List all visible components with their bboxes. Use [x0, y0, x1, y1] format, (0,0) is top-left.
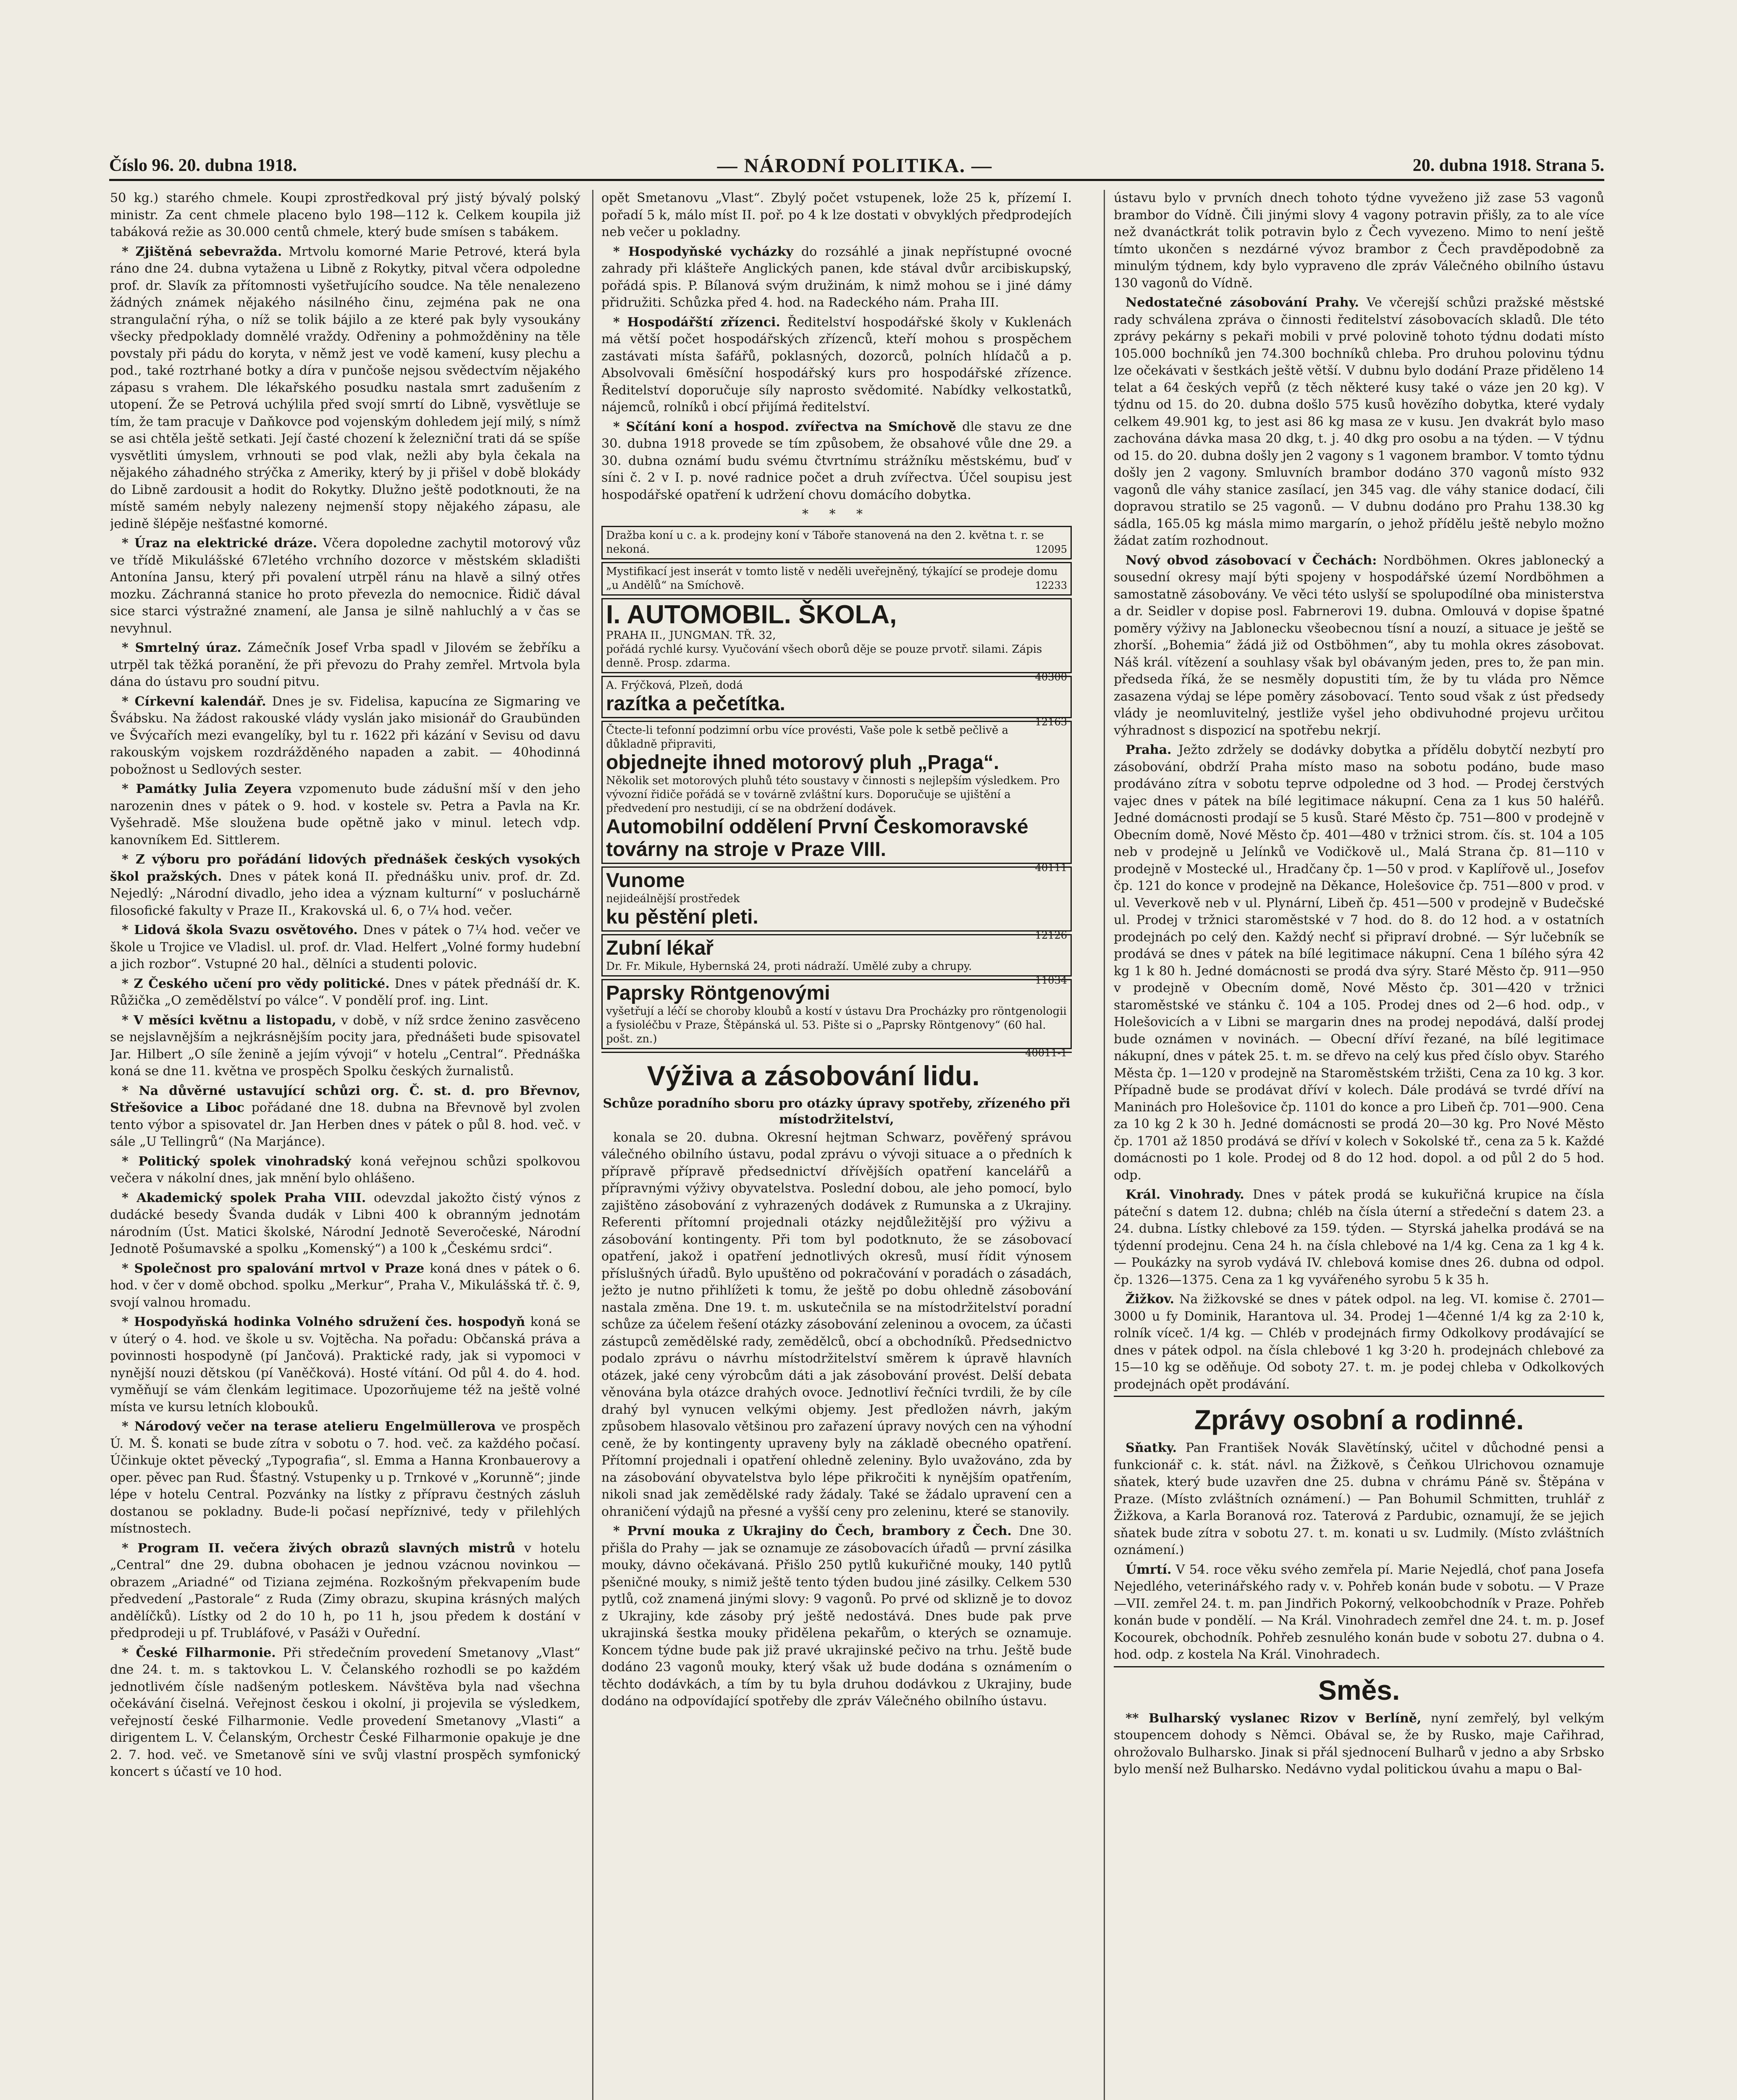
article-heading: * Sčítání koní a hospod. zvířectva na Smíchově: [613, 419, 956, 434]
article-heading: * České Filharmonie.: [122, 1645, 276, 1660]
ad-headline: I. AUTOMOBIL. ŠKOLA,: [606, 600, 897, 629]
article-body: odevzdal jakožto čistý výnos z dudácké besedy Švanda dudák v Libni 400 k obranným jednotám národním (Úst. Matici školské, Národní Jednotě Severočeské, Národní Jednotě Pošumavské a spolku „Komenský“) a 100 k „Českému srdci“.: [110, 1190, 580, 1256]
column-lead-text: 50 kg.) starého chmele. Koupi zprostředkoval prý jistý bývalý polský ministr. Za cent chmele placeno bylo 198—112 k. Celkem koupila již tabáková režie as 30.000 centů chmele, který bude smísen s tabákem.: [110, 191, 580, 239]
ad-headline: razítka a pečetítka.: [606, 692, 785, 715]
ad-number: 12233: [1035, 579, 1067, 591]
section-title-vyziva: Výživa a zásobování lidu.: [647, 1060, 980, 1091]
article: [110, 1153, 580, 1187]
ad-razitka: [601, 676, 1072, 728]
article-body: Ve včerejší schůzi pražské městské rady schválena zpráva o činnosti ředitelství zásobovacích skladů. Dle této zprávy pekárny s pekaři mobili v prvé polovině tohoto týdnu dodati místo 105.000 bochníků jen 74.300 bochníků chleba. Pro druhou polovinu týdnu lze očekávati v šestkách ještě větší. V dubnu bylo dodání Praze přiděleno 14 telat a 64 českých vepřů (z těch některé kusy také o váze jen 20 kg). V týdnu od 15. do 20. dubna došlo 575 kusů hovězího dobytka, které vydaly celkem 49.901 kg, to jest asi 86 kg masa ze v kusu. Jen dvakrát bylo maso zachována dávka masa 20 dkg, t. j. 40 dkg pro osobu a na týden. — V týdnu od 15. do 20. dubna došly jen 2 vagony s 1 vagonem brambor. V tomto týdnu došly jen 2 vagony. Smluvních brambor dodáno 370 vagonů místo 932 vagonů dle váhy stanice zasílací, jen 345 vag. dle váhy stanice dodací, čili dopravou stratilo se 25 vagonů. — V dubnu dodáno pro Prahu 138.30 kg sádla, 165.05 kg másla mimo margarín, o jehož přídělu ještě nebylo možno žádat zatím rozhodnout.: [1114, 295, 1604, 548]
article-heading: Žižkov.: [1126, 1292, 1174, 1307]
article-body: Včera dopoledne zachytil motorový vůz ve třídě Mikulášské 67letého vrchního dozorce v městském skladišti Antonína Jansu, který při povalení utrpěl ránu na hlavě a silný otřes mozku. Záchranná stanice ho proto převezla do nemocnice. Řidič dával sice starci výstražné znamení, ale Jansa je silně nahluchlý a v čas se nevyhnul.: [110, 536, 580, 636]
ad-text: pořádá rychlé kursy. Vyučování všech oborů děje se pouze prvotř. silami. Zápis denně. Prosp. zdarma.: [606, 643, 1042, 669]
section-title-smes: Směs.: [1318, 1674, 1400, 1706]
article: [1114, 1440, 1604, 1559]
article-heading: * Hospodyňská hodinka Volného sdružení čes. hospodyň: [122, 1315, 525, 1329]
section-divider: [1114, 1396, 1604, 1397]
ad-number: 40300: [1035, 671, 1067, 683]
article-heading: * Zjištěná sebevražda.: [122, 244, 282, 259]
article-heading: Nedostatečné zásobování Prahy.: [1126, 295, 1359, 310]
article-heading: * Národový večer na terase atelieru Engelmüllerova: [122, 1419, 496, 1434]
ad-number: 12095: [1035, 543, 1067, 555]
article-heading: * Z výboru pro pořádání lidových přednášek českých vysokých škol pražských.: [110, 852, 580, 884]
article-body: Dnes v pátek koná II. přednášku univ. prof. dr. Zd. Nejedlý: „Národní divadlo, jeho idea a význam kulturní“ v posluchárně filosofické fakulty v Praze II., Krakovská ul. 6, o 7¼ hod. večer.: [110, 869, 580, 918]
article: [1114, 1562, 1604, 1664]
ad-headline: Paprsky Röntgenovými: [606, 982, 830, 1004]
ad-zubni-lekar: [601, 934, 1072, 986]
article-list: [1114, 1440, 1604, 1664]
article-body: Dne 30. přišla do Prahy — jak se oznamuje ze zásobovacích úřadů — první zásilka mouky, dávno očekávaná. Přišlo 250 pytlů kukuřičné mouky, 140 pytlů pšeničné mouky, s nimiž ještě tento týden budou jiné zásilky. Celkem 530 pytlů, což znamená jinými slovy: 9 vagonů. Po prvé od sklizně je to dovoz z Ukrajiny, kde zásoby prý ještě nedostává. Dnes bude pak prve ukrajinská šestka mouky přidělena pekařům, o kterých se oznamuje. Koncem týdne bude pak již pravé ukrajinské pečivo na trhu. Ještě bude dodáno 23 vagonů mouky, který však už bude dodána s oznámením o těchto dodávkách, a tím by tu byla druhou dodávkou z Ukrajiny, bude dodáno na odpovídající spotřeby dle zpráv Válečného obilního ústavu.: [601, 1524, 1072, 1709]
article-heading: Úmrtí.: [1126, 1562, 1172, 1577]
article-heading: * Lidová škola Svazu osvětového.: [122, 923, 358, 937]
article-heading: ** Bulharský vyslanec Rizov v Berlíně,: [1126, 1711, 1422, 1726]
ad-address: PRAHA II., JUNGMAN. TŘ. 32,: [606, 629, 776, 642]
article: [110, 976, 580, 1010]
ad-number: 40111: [1035, 861, 1067, 874]
column-rule: [1104, 190, 1105, 2100]
article-heading: * Z Českého učení pro vědy politické.: [122, 976, 390, 991]
issue-date-left: Číslo 96. 20. dubna 1918.: [109, 156, 297, 175]
article-heading: Král. Vinohrady.: [1126, 1187, 1244, 1202]
article-list: [601, 244, 1072, 504]
ad-rontgen: [601, 979, 1072, 1059]
article-heading: * První mouka z Ukrajiny do Čech, brambory z Čech.: [613, 1524, 1012, 1538]
article: [110, 781, 580, 849]
article-body: do rozsáhlé a jinak nepřístupné ovocné zahrady při klášteře Anglických panen, kde stával dvůr arcibiskupský, pořádá spis. P. Bílanová svým družinám, k nimž mohou se i jiné dámy přidružiti. Schůzka před 4. hod. na Radeckého nám. Praha III.: [601, 244, 1072, 310]
article: [110, 535, 580, 637]
column-1: [110, 190, 580, 2100]
article-body: Dnes v pátek o 7¼ hod. večer ve škole u Trojice ve Vladisl. ul. prof. dr. Vlad. Helfert „Volné formy hudební a jich rozbor“. Vstupné 20 hal., dělníci a studenti polovic.: [110, 923, 580, 971]
column-3: [1114, 190, 1604, 2100]
ad-text: A. Frýčková, Plzeň, dodá: [606, 679, 743, 692]
ad-automobil-skola: [601, 598, 1072, 683]
ad-headline: Zubní lékař: [606, 937, 714, 959]
ad-number: 40011-1: [1025, 1047, 1067, 1059]
article-heading: * Akademický spolek Praha VIII.: [122, 1190, 366, 1205]
newspaper-title: — NÁRODNÍ POLITIKA. —: [717, 154, 993, 177]
article-body: Ježto zdržely se dodávky dobytka a přídělu dobytčí nezbytí pro zásobování, obdrží Praha místo maso na sobotu podáno, bude maso prodáváno zítra v sobotu teprve odpoledne od 3 hod. — Prodej čerstvých vajec dnes v pátek na bílé legitimace nákupní. Cena za 1 kus 50 haléřů. Jedné domácnosti prodají se 5 kusů. Staré Město čp. 751—800 v prodejně v Obecním domě, Nové Město čp. 401—480 v tržnici strom. čís. st. 104 a 105 neb v prodejně u Jelínků ve Vodičkově ul., Malá Strana čp. 81—110 v prodejně v Mostecké ul., Hradčany čp. 1—50 v prod. v Kaplířově ul., Josefov čp. 121 do konce v prodejně na Děkance, Holešovice čp. 751—800 v prod. v ul. Veverkově neb v ul. Plynární, Libeň čp. 451—500 v prodejně v Budečské ul. Prodej v tržnici staroměstské v 7 hod. do 8. do 12 hod. a v ostatních prodejnách po celý den. Každý nechť si připraví drobné. — Sýr lučebník se prodává se dnes v pátek na bílé legitimace nákupní. Cena 1 bílého sýra 42 kg 1 k 80 h. Jedné domácnosti se prodá dva sýry. Staré Město čp. 911—950 v prodejně v Obecním domě, Nové Město čp. 301—420 v tržnici staroměstské ve stánku č. 104 a 105. Prodej dnes od 2—6 hod. odp., v Holešovicích a v Libni se margarin dnes na prodej nepodává, další prodej bude oznámen v novinách. — Obecní dříví řezané, na bílé legitimace nákupní, dnes v pátek 25. t. m. se dřevo na celý kus před číslo obyv. Starého Města čp. 1—120 v prodejně na Staroměstském tržišti, Cena za 10 kg. 3 kor. Případně bude se prodávat dříví v kolech. Dále prodává se tvrdé dříví na Maninách pro Holešovice čp. 1101 do konce a pro Libeň čp. 701—900. Cena za 10 kg 2 k 30 h. Jedné domácnosti se prodá 20—30 kg. Pro Nové Město čp. 1701 až 1850 prodává se dříví v kolech v Sokolské tř., cena za 5 k. Každé domácnosti po 1 kole. Prodej od 8 do 12 hod. dopol. a od půl 2 do 5 hod. odp.: [1114, 743, 1604, 1183]
ad-motorovy-pluh: [601, 721, 1072, 874]
section-subheading: Schůze poradního sboru pro otázky úpravy spotřeby, zřízeného při místodržitelství,: [603, 1096, 1071, 1127]
article: [601, 419, 1072, 504]
article: [110, 1314, 580, 1416]
article-heading: * Na důvěrné ustavující schůzi org. Č. st. d. pro Břevnov, Střešovice a Liboc: [110, 1083, 580, 1115]
column-2: [601, 190, 1072, 2100]
article-body: koná veřejnou schůzi spolkovou večera v nákolní dnes, jak mnění bylo ohlášeno.: [110, 1154, 580, 1186]
article-heading: * Památky Julia Zeyera: [122, 782, 292, 796]
article-body: ve prospěch Ú. M. Š. konati se bude zítra v sobotu o 7. hod. več. za každého počasí. Účinkuje oktet pěvecký „Typografia“, sl. Emma a Hanna Kronbauerovy a oper. pěvec pan Rud. Šťastný. Vstupenky u p. Trnkové v „Korunně“; jinde lépe v hotelu Central. Pozvánky na lístky z přípravu čestných zásluh dostanou se pokladny. Bude-li počasí nepříznivé, tedy v přilehlých místnostech.: [110, 1419, 580, 1536]
article-body: Při středečním provedení Smetanovy „Vlast“ dne 24. t. m. s taktovkou L. V. Čelanského rozhodli se po každém jednotlivém čísle nadšeným potleskem. Návštěva byla nad všechna očekávání čiselná. Veřejnost českou i okolní, ji projevila se výsledkem, veřejností české Filharmonie. Vedle provedení Smetanovy „Vlasti“ a dirigentem L. V. Čelanským, Orchestr České Filharmonie opakuje je dne 2. 7. hod. več. ve Smetanově síni ve svůj vlastní prospěch symfonický koncert s účastí ve 10 hod.: [110, 1645, 580, 1779]
ad-text: Mystifikací jest inserát v tomto listě v neděli uveřejněný, týkající se prodeje domu „u Andělů“ na Smíchově.: [606, 565, 1058, 592]
ad-drazba: [601, 526, 1072, 559]
article-body: vzpomenuto bude zádušní mší v den jeho narozenin dnes v pátek o 9. hod. v kostele sv. Petra a Pavla na Kr. Vyšehradě. Mše sloužena bude opětně jako v minul. letech vdp. kanovníkem Ed. Sittlerem.: [110, 782, 580, 848]
article-heading: * Úraz na elektrické dráze.: [122, 536, 317, 551]
article-body: nyní zemřelý, byl velkým stoupencem dohody s Němci. Obával se, že by Rusko, maje Cařihrad, ohrožovalo Bulharsko. Jinak si přál sjednocení Bulharů v jedno a aby Srbsko bylo menší než Bulharsko. Nedávno vydal politickou úvahu a mapu o Bal-: [1114, 1711, 1604, 1777]
article-heading: * Hospodyňské vycházky: [613, 244, 793, 259]
article: [110, 244, 580, 533]
article: [110, 922, 580, 973]
article: [1114, 294, 1604, 550]
ad-text: Čtecte-li tefonní podzimní orbu více provésti, Vaše pole k setbě pečlivě a důkladně připraviti,: [606, 724, 1009, 751]
article-body: koná se v úterý o 4. hod. ve škole u sv. Vojtěcha. Na pořadu: Občanská práva a povinnosti hospodyně (pí Jančová). Praktické rady, jak si vypomoci v nynější nouzi dětskou (pí Vaněčková). Hosté vítání. Od půl 4. do 4. hod. vyměňují se vám členkám legitimace. Upozorňujeme též na ještě volné místa ve kursu letních klobouků.: [110, 1315, 580, 1415]
ad-number: 11034: [1035, 974, 1067, 986]
ad-headline: objednejte ihned motorový pluh „Praga“.: [606, 751, 1000, 774]
article: [110, 1190, 580, 1258]
article-body: V 54. roce věku svého zemřela pí. Marie Nejedlá, choť pana Josefa Nejedlého, veterinářského rady v. v. Pohřeb konán bude v sobotu. — V Praze—VII. zemřel 24. t. m. pan Jindřich Pokorný, velkoobchodník v Praze. Pohřeb konán bude v pondělí. — Na Král. Vinohradech zemřel dne 24. t. m. p. Josef Kocourek, obchodník. Pohřeb zesnulého konán bude v sobotu 27. dubna o 4. hod. odp. z kostela Na Král. Vinohradech.: [1114, 1562, 1604, 1662]
article-body: Dnes v pátek prodá se kukuřičná krupice na čísla páteční s datem 12. dubna; chléb na čísla úterní a středeční s datem 23. a 24. dubna. Lístky chlebové za 159. týden. — Styrská jahelka prodává se na týdenní prodejnu. Cena 24 h. na čísla chlebové na 1/4 kg. Cena za 1 kg 4 k. — Poukázky na syrob vydává IV. chlebová komise dnes 26. dubna od odpol. čp. 1326—1375. Cena za 1 kg vyvářeného syrobu 5 k 35 h.: [1114, 1187, 1604, 1287]
article-body: dle stavu ze dne 30. dubna 1918 provede se tím způsobem, že obsahové vůle dne 29. a 30. dubna oznámí budu svému čtvrtnímu strážníku městskému, buď v síni č. 2 v I. p. nové radnice počet a druh zvířectva. Účel soupisu jest hospodářské opatření k udržení chovu domácího dobytka.: [601, 419, 1072, 502]
article-body: Dnes v pátek přednáší dr. K. Růžička „O zemědělství po válce“. V pondělí prof. ing. Lint.: [110, 976, 580, 1008]
ad-text: Několik set motorových pluhů této soustavy v činnosti s nejlepším výsledkem. Pro vývozní řidiče pořádá se v továrně zvláštní kurs. Doporučuje se ujištění a předvedení pro nestudiji, cí se na obdržení dodávek.: [606, 774, 1060, 815]
article: [1114, 1710, 1604, 1778]
article-body: pořádané dne 18. dubna na Břevnově byl zvolen tento výbor a spisovatel dr. Jan Herben dnes v pátek o půl 8. hod. več. v sále „U Tellingrů“ (Na Marjánce).: [110, 1100, 580, 1149]
article-body: Ředitelství hospodářské školy v Kuklenách má větší počet hospodářských zřízenců, kteří mohou s prospěchem zastávati místa šafářů, poklasných, dozorců, polních hlídačů a p. Absolvovali 6měsíční hospodářský kurs pro hospodářské zřízence. Ředitelství doporučuje síly naprosto svědomité. Nabídky velkostatků, nájemců, rolníků i obcí přijímá ředitelství.: [601, 315, 1072, 415]
article: [110, 851, 580, 919]
article-body: v hotelu „Central“ dne 29. dubna obohacen je jednou vzácnou novinkou — obrazem „Ariadné“ od Tiziana zejména. Rozkošným překvapením bude předvedení „Pastorale“ z Ruda (Zimy obrazu, skupina krásných malých andělíčků). Lístky od 2 do 10 h, po 11 h, jsou předem k dostání v předprodeji u pf. Trubláfové, v Pasáži v Ouřední.: [110, 1541, 580, 1641]
article-body: Pan František Novák Slavětínský, učitel v důchodné pensi a funkcionář c. k. stát. návl. na Žižkově, s Čeňkou Ulrichovou oznamuje sňatek, který bude uzavřen dne 25. dubna v chrámu Páně sv. Štěpána v Praze. (Místo zvláštních oznámení.) — Pan Bohumil Schmitten, truhlář z Žižkova, a Karla Boranová roz. Taterová z Pardubic, oznamují, že se jejich sňatek bude zítra v sobotu 27. t. m. konati u sv. Ludmily. (Místo zvláštních oznámení.): [1114, 1441, 1604, 1557]
column-lead-text: ústavu bylo v prvních dnech tohoto týdne vyveženo již zase 53 vagonů brambor do Vídně. Čili jinými slovy 4 vagony potravin přišly, za to ale více než dvanáctkrát tolik potravin bylo z Čech vyvezeno. Mimo to není ještě tímto ukončen s nezdárné vývoz brambor z Čech pravděpodobně za minulým týdnem, kdy bylo vypraveno dle zpráv Válečného obilního ústavu 130 vagonů do Vídně.: [1114, 191, 1604, 291]
ad-headline: Vunome: [606, 869, 685, 892]
article-heading: * V měsíci květnu a listopadu,: [122, 1013, 336, 1028]
article-body: koná dnes v pátek o 6. hod. v čer v domě obchod. spolku „Merkur“, Praha V., Mikulášská tř. č. 9, svojí valnou hromadu.: [110, 1261, 580, 1310]
section-divider: [601, 1052, 1072, 1053]
article: [1114, 1291, 1604, 1393]
article-list: [110, 244, 580, 1781]
article: [110, 1083, 580, 1151]
section-title-osobni: Zprávy osobní a rodinné.: [1194, 1404, 1524, 1435]
article: [110, 1645, 580, 1781]
masthead: [109, 155, 1604, 181]
ad-number: 12163: [1035, 716, 1067, 728]
article: [1114, 552, 1604, 740]
article-body: Nordböhmen. Okres jablonecký a sousední okresy mají býti spojeny v hospodářské území Nordböhmen a samostatně zásobovány. Ve věci této uslyší se spolupodílné oba ministerstva a dr. Seidler v dopise posl. Fabrnerovi 19. dubna. Omlouvá v dopise špatné poměry výživy na Jablonecku všeobecnou tísní a nouzí, a situace je ještě se zhorší. „Bohemia“ žádá již od Ostböhmen“, aby tu mohla okres zásobovat. Náš král. vítězení a souhlasy však byl obávaným jeden, pres to, že pan min. předseda říká, že se nesměly dopustiti tím, že by tu vláda pro Němce zasazena výdaj se lépe poměry zásobovací. Tento soud však z úst předsedy vlády je neomluvitelný, jestliže vyšel jeho obdivuhodné projevu určitou výhradnost s dispozicí na spotřebu nekrjí.: [1114, 553, 1604, 738]
column-rule: [592, 190, 593, 2100]
article: [110, 1418, 580, 1538]
article-heading: Sňatky.: [1126, 1441, 1177, 1455]
article: [601, 1523, 1072, 1710]
article-heading: * Hospodářští zřízenci.: [613, 315, 780, 330]
ad-headline: Automobilní oddělení První Českomoravské továrny na stroje v Praze VIII.: [606, 815, 1029, 861]
article-heading: * Politický spolek vinohradský: [122, 1154, 351, 1169]
article-body: Dnes je sv. Fidelisa, kapucína ze Sigmaring ve Švábsku. Na žádost rakouské vlády vyslán jako misionář do Graubünden ve Švýcařích mezi evangelíky, byl tu r. 1622 při kázání v Sevisu od davu rakouským vojskem rozdrážděného napaden a zabit. — 40hodinná pobožnost u Sedlových sester.: [110, 694, 580, 777]
article-heading: * Smrtelný úraz.: [122, 640, 241, 655]
article: [1114, 1186, 1604, 1289]
article: [110, 640, 580, 691]
section-divider: [1114, 1666, 1604, 1667]
article-body: Na žižkovské se dnes v pátek odpol. na leg. VI. komise č. 2701—3000 u fy Dominik, Harantova ul. 34. Prodej 1—4čenné 1/4 kg za 2·10 k, rolník víceč. 1/4 kg. — Chléb v prodejnách firmy Odkolkovy prodávající se dnes v pátek odpol. na čísla chlebové 1 kg 3·20 h. prodejnách chlebové za 15—10 kg se oděňuje. Od soboty 27. t. m. je podej chleba v Odkolkových prodejnách opět prodávání.: [1114, 1292, 1604, 1392]
article-list: [1114, 294, 1604, 1393]
article: [110, 1260, 580, 1312]
article-heading: * Církevní kalendář.: [122, 694, 266, 709]
ad-headline: ku pěstění pleti.: [606, 906, 758, 928]
article: [110, 1012, 580, 1080]
article-body: konala se 20. dubna. Okresní hejtman Schwarz, pověřený správou válečného obilního ústavu, podal zprávu o vývoji situace a o předních k přípravě přípravě předsednictví dřívějších opatření kancelářů a přípravnými výživy obyvatelstva. Poslední dobou, ale jeho pomocí, bylo zajištěno zásobování z vyhrazených dodávek z Rumunska a z Ukrajiny. Referenti přítomní projednali otázky nejdůležitější pro výživu a zásobování kontingenty. Při tom byl podotknuto, že se zásobovací opatření, jakož i opatření jednotlivých okresů, musí řídit výnosem příslušných úřadů. Bylo upuštěno od pokračování v poradách o zásadách, ježto je nutno přihlížeti k tomu, že ještě po dobu ohledně zásobování nastala změna. Dne 19. t. m. uskutečnila se na místodržitelství poradní schůze za účelem řešení otázky zásobování zeleninou a ovocem, za účasti zástupců zemědělské rady, zemědělců, obcí a obchodníků. Předsednictvo podalo zprávu o návrhu místodržitelství směrem k úpravě hlavních otázek, jaké ceny výrobcům dáti a jak zásobování provést. Delší debata věnována byla otázce drahých ovoce. Jednotliví řečníci tvrdili, že by cíle drahý byl vynucen velkými objemy. Jest předložen návrh, jakým způsobem hlasovalo většinou pro zařazení úpravy nových cen na výhodní ceně, že by kontingenty upraveny byly na základě obecného opatření. Přítomní projednali i opatření ohledně zeleniny. Bylo uvažováno, zda by na zásobování obyvatelstva bylo lépe přikročiti k nynějším opatřením, nikoli snad jak zemědělské rady žádaly. Také se žádalo upravení cen a ohraničení výdajů na přesné a vyšší ceny pro zeleninu, které se stanovily.: [601, 1130, 1072, 1519]
article-body: Zámečník Josef Vrba spadl v Jilovém se žebříku a utrpěl tak těžká poranění, že při převozu do Prahy zemřel. Mrtvola byla dána do ústavu pro soudní pitvu.: [110, 640, 580, 689]
page-number-right: 20. dubna 1918. Strana 5.: [1412, 156, 1604, 175]
ad-text: Dr. Fr. Mikule, Hybernská 24, proti nádraží. Umělé zuby a chrupy.: [606, 960, 972, 973]
separator-stars: * * *: [802, 507, 871, 522]
article: [1114, 742, 1604, 1184]
ad-number: 12126: [1035, 929, 1067, 941]
article: [110, 693, 580, 779]
ad-mystifikace: [601, 562, 1072, 596]
article: [601, 244, 1072, 312]
ad-text: nejideálnější prostředek: [606, 892, 740, 905]
article-heading: Praha.: [1126, 743, 1172, 757]
article-heading: * Program II. večera živých obrazů slavných mistrů: [122, 1541, 516, 1556]
article: [110, 1540, 580, 1642]
article-heading: * Společnost pro spalování mrtvol v Praze: [122, 1261, 425, 1276]
ad-text: vyšetřují a léčí se choroby kloubů a kostí v ústavu Dra Procházky pro röntgenologii a fysioléčbu v Praze, Štěpánská ul. 53. Pište si o „Paprsky Röntgenovy“ (60 hal. pošt. zn.): [606, 1005, 1067, 1045]
article-body: Mrtvolu komorné Marie Petrové, která byla ráno dne 24. dubna vytažena u Libně z Rokytky, pitval včera odpoledne prof. dr. Slavík za přítomnosti vyšetřujícího soudce. Na těle nenalezeno žádných známek nějakého násilného činu, zejména pak ne ona strangulační rýha, o níž se tolik bájilo a ze které pak byly vysoukány všecky předpoklady domnělé vraždy. Odřeniny a pohmožděniny na těle povstaly při pádu do koryta, v němž jest ve vodě kamení, kusy plechu a pod., také roztrhané botky a díra v punčoše nejsou svědectvím nějakého zápasu s vrahem. Dle lékařského posudku nastala smrt zadušením z utopení. Že se Petrová uchýlila před svojí smrtí do Libně, vysvětluje se tím, že tam pracuje v Daňkovce pod vojenským dohledem její milý, s nímž se asi chtěla ještě setkati. Její časté chození k železniční trati dá se spíše vysvětliti úmyslem, vrhnouti se pod vlak, nežli aby byla čekala na nějakého záhadného strýčka z Ameriky, který by ji přišel v době blokády do Libně zardousit a hodit do Rokytky. Dlužno ještě podotknouti, že na místě samém nebyly nalezeny nejmenší stopy nějakého zápasu, ale jedině šlépěje nešťastné komorné.: [110, 244, 580, 531]
article: [601, 314, 1072, 416]
article-heading: Nový obvod zásobovací v Čechách:: [1126, 553, 1377, 568]
article-body: v době, v níž srdce ženino zasvěceno se nejslavnějším a nejkrásnějším pocity jara, přednášeti bude spisovatel Jar. Hilbert „O síle ženině a jejím vývoji“ v hotelu „Central“. Přednáška koná se dne 11. května ve prospěch Spolku českých žurnalistů.: [110, 1013, 580, 1079]
column-lead-text: opět Smetanovu „Vlast“. Zbylý počet vstupenek, lože 25 k, přízemí I. pořadí 5 k, málo míst II. poř. po 4 k lze dostati v obvyklých předprodejích neb večer u pokladny.: [601, 191, 1072, 239]
ad-text: Dražba koní u c. a k. prodejny koní v Táboře stanovená na den 2. května t. r. se nekoná.: [606, 529, 1044, 556]
ad-vunome: [601, 866, 1072, 941]
